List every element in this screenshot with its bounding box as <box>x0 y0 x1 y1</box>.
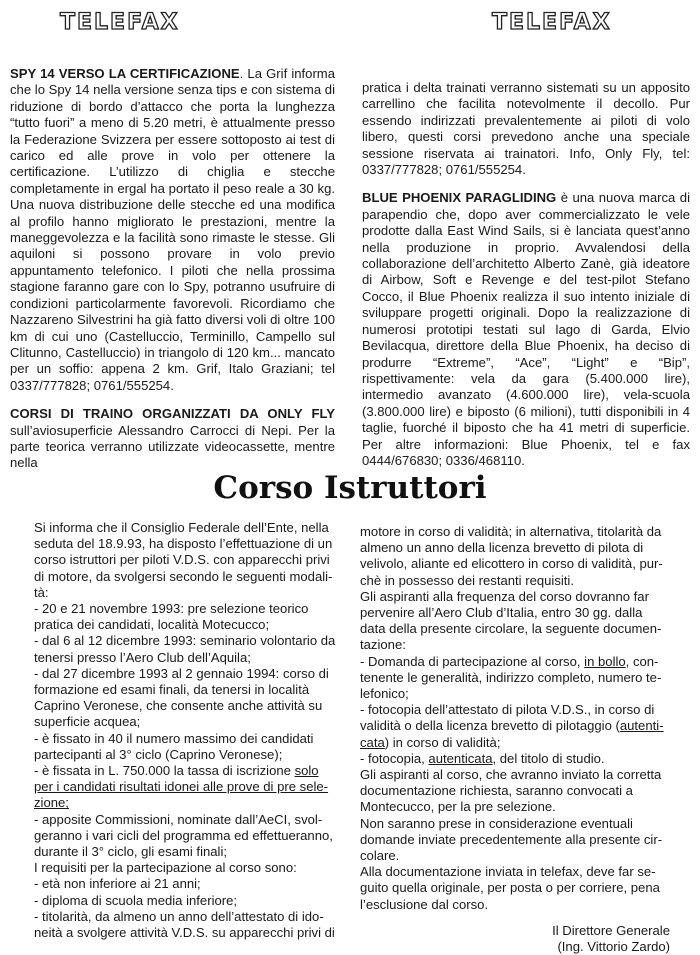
corso-left-line: - dal 6 al 12 dicembre 1993: seminario volontario da <box>34 633 336 649</box>
tassa-text: - è fissata in L. 750.000 la tassa di iscrizione <box>34 763 295 779</box>
corso-left-line: - età non inferiore ai 21 anni; <box>34 876 201 892</box>
domanda-line <box>360 654 670 670</box>
corso-left-line: - diploma di scuola media inferiore; <box>34 892 238 908</box>
corso-left-line: zione; <box>34 795 69 811</box>
corso-left-line: Caprino Veronese, che consente anche attività su <box>34 698 323 714</box>
corso-left-line: I requisiti per la partecipazione al corso sono: <box>34 860 297 876</box>
corso-left-line: corso istruttori per piloti V.D.S. con apparecchi privi <box>34 552 330 568</box>
signature-role: Il Direttore Generale <box>552 922 670 938</box>
corso-right-line: velivolo, aliante ed elicottero in corso di validità, pur- <box>360 556 663 572</box>
foto-post: , del titolo di studio. <box>492 750 605 766</box>
corso-left-line: partecipanti al 3° ciclo (Caprino Veronese); <box>34 746 283 762</box>
blue-heading: BLUE PHOENIX PARAGLIDING <box>362 190 557 206</box>
corso-left-line: formazione ed esami finali, da tenersi in località <box>34 682 310 698</box>
corsi-heading: CORSI DI TRAINO ORGANIZZATI DA ONLY FLY <box>10 406 335 422</box>
corso-right-line: - fotocopia dell’attestato di pilota V.D.S., in corso di <box>360 702 655 718</box>
corso-right-line: tazione: <box>360 637 406 653</box>
corso-right-line: Montecucco, per la pre selezione. <box>360 799 556 815</box>
corso-right-line: colare. <box>360 848 400 864</box>
foto-line <box>360 751 670 767</box>
corsi-body: sull’aviosuperficie Alessandro Carrocci di Nepi. Per la parte teorica verranno utilizzate videocassette, mentre nella <box>10 422 335 471</box>
domanda-pre: - Domanda di partecipazione al corso, <box>360 653 585 669</box>
corso-left-line: pratica dei candidati, località Motecucco; <box>34 617 270 633</box>
telefax-header-left: TELEFAX <box>60 10 180 35</box>
column-right-top <box>362 80 690 481</box>
corso-left-line: durante il 3° ciclo, gli esami finali; <box>34 844 227 860</box>
corso-title: Corso Istruttori <box>213 470 487 506</box>
corso-left-line: - 20 e 21 novembre 1993: pre selezione teorico <box>34 601 309 617</box>
corso-right-line: domande inviate precedentemente alla presente cir- <box>360 831 663 847</box>
blue-body: è una nuova marca di parapendio che, dopo aver commercializzato le vele prodotte dalla East Wind Sails, si è lanciata quest’anno nella produzione in proprio. Avvalendosi della collaborazione dell’architetto Alberto Zanè, già ideatore di Airbow, Soft e Revenge e del test-pilot Stefano Cocco, il Blue Phoenix realizza il suo intento iniziale di sviluppare progetti originali. Dopo la realizzazione di numerosi prototipi testati sul lago di Garda, Elvio Bevilacqua, direttore della Blue Phoenix, ha deciso di produrre “Extreme”, “Ace”, “Light” e “Bip”, rispettivamente: vela da gara (5.400.000 lire), intermedio avanzato (4.600.000 lire), vela-scuola (3.800.000 lire) e biposto (6 milioni), tutti disponibili in 4 taglie, fuorché il biposto che ha 41 metri di superficie. Per altre informazioni: Blue Phoenix, tel e fax 0444/676830; 0336/468110. <box>362 190 690 468</box>
corso-right-line: data della presente circolare, la seguente documen- <box>360 621 662 637</box>
corsi-article <box>10 406 335 472</box>
corso-left-line <box>34 763 344 779</box>
cata-line <box>360 735 670 751</box>
corso-left-line: - dal 27 dicembre 1993 al 2 gennaio 1994: corso di <box>34 665 329 681</box>
corso-right-line: pervenire all’Aero Club d’Italia, entro 30 gg. dalla <box>360 605 643 621</box>
corso-left-line: - è fissato in 40 il numero massimo dei candidati <box>34 730 314 746</box>
corso-right-line: chè in possesso dei restanti requisiti. <box>360 572 574 588</box>
corso-column-right <box>360 524 670 955</box>
spy-heading: SPY 14 VERSO LA CERTIFICAZIONE <box>10 66 240 81</box>
solo-word: solo <box>294 763 319 779</box>
spy-article <box>10 66 335 394</box>
telefax-header-right: TELEFAX <box>492 10 612 35</box>
blue-article <box>362 190 690 469</box>
corso-right-line: guito quella originale, per posta o per corriere, pena <box>360 880 660 896</box>
corso-right-line: Alla documentazione inviata in telefax, deve far se- <box>360 864 656 880</box>
foto-pre: - fotocopia, <box>360 750 429 766</box>
corso-left-line: - apposite Commissioni, nominate dall’AeCI, svol- <box>34 811 323 827</box>
right-block-b <box>360 670 670 719</box>
autenticata-part2: cata <box>360 734 385 750</box>
domanda-post: , con- <box>625 653 659 669</box>
corsi-continuation: pratica i delta trainati verranno sistemati su un apposito carrellino che facilita notevolmente il decollo. Pur essendo indirizzati prevalentemente ai piloti di volo libero, questi corsi prevedono anche una speciale sessione riservata ai trainatori. Info, Only Fly, tel: 0337/777828; 0761/555254. <box>362 80 690 178</box>
corso-left-line: - titolarità, da almeno un anno dell’attestato di ido- <box>34 908 324 924</box>
corso-left-line: per i candidati risultati idonei alle prove di pre sele- <box>34 779 329 795</box>
corso-left-line: tà: <box>34 584 49 600</box>
validita-line <box>360 718 670 734</box>
cata-post: ) in corso di validità; <box>384 734 501 750</box>
corso-right-line: documentazione richiesta, saranno convocati a <box>360 783 633 799</box>
corso-right-line: motore in corso di validità; in alternativa, titolarità da <box>360 524 662 539</box>
column-left-top <box>10 66 335 484</box>
corso-left-line: superficie acquea; <box>34 714 141 730</box>
right-block-c <box>360 767 670 913</box>
autenticata-word: autenticata <box>428 750 493 766</box>
corso-left-line: geranno i vari cicli del programma ed effettueranno, <box>34 827 333 843</box>
corso-right-line: lefonico; <box>360 686 409 702</box>
corso-right-line: tenente le generalità, indirizzo completo, numero te- <box>360 669 662 685</box>
validita-pre: validità o della licenza brevetto di pilotaggio ( <box>360 718 620 734</box>
corso-left-line: neità a svolgere attività V.D.S. su apparecchi privi di <box>34 925 335 941</box>
corso-right-line: almeno un anno della licenza brevetto di pilota di <box>360 540 644 556</box>
corso-right-line: Gli aspiranti alla frequenza del corso dovranno far <box>360 588 649 604</box>
corso-left-line: Si informa che il Consiglio Federale dell’Ente, nella <box>34 520 329 535</box>
spy-body: . La Grif informa che lo Spy 14 nella versione senza tips e con sistema di riduzione di bordo d’attacco che porta la lunghezza “tutto fuori” a meno di 5.20 metri, è attualmente presso la Federazione Svizzera per essere sottoposto ai test di carico ed alle prove in volo per ottenere la certificazione. L’utilizzo di chiglia e stecche completamente in ergal ha portato il peso reale a 30 kg. Una nuova distribuzione delle stecche ed una modifica al profilo hanno migliorato le prestazioni, mentre la maneggevolezza e la facilità sono rimaste le stesse. Gli aquiloni si possono provare in volo previo appuntamento telefonico. I piloti che nella prossima stagione faranno gare con lo Spy, potranno usufruire di condizioni particolarmente favorevoli. Ricordiamo che Nazzareno Silvestrini ha già fatto diversi voli di oltre 100 km di cui uno (Castelluccio, Terminillo, Campello sul Clitunno, Castelluccio) in triangolo di 120 km... mancato per un soffio: appena 2 km. Grif, Italo Graziani; tel 0337/777828; 0761/555254. <box>10 66 335 393</box>
autenticata-part1: autenti- <box>619 718 664 734</box>
corso-right-line: Gli aspiranti al corso, che avranno inviato la corretta <box>360 767 662 783</box>
corso-left-line: di motore, da svolgersi secondo le seguenti modali- <box>34 568 333 584</box>
corso-right-line: l’esclusione dal corso. <box>360 896 489 912</box>
right-block-a <box>360 524 670 654</box>
corso-column-left <box>34 520 344 941</box>
signature-name: (Ing. Vittorio Zardo) <box>557 939 670 955</box>
corso-left-line: seduta del 18.9.93, ha disposto l’effettuazione di un <box>34 536 333 552</box>
corso-left-line: tenersi presso l’Aero Club dell’Aquila; <box>34 649 251 665</box>
corso-right-line: Non saranno prese in considerazione eventuali <box>360 815 633 831</box>
in-bollo: in bollo <box>584 653 626 669</box>
